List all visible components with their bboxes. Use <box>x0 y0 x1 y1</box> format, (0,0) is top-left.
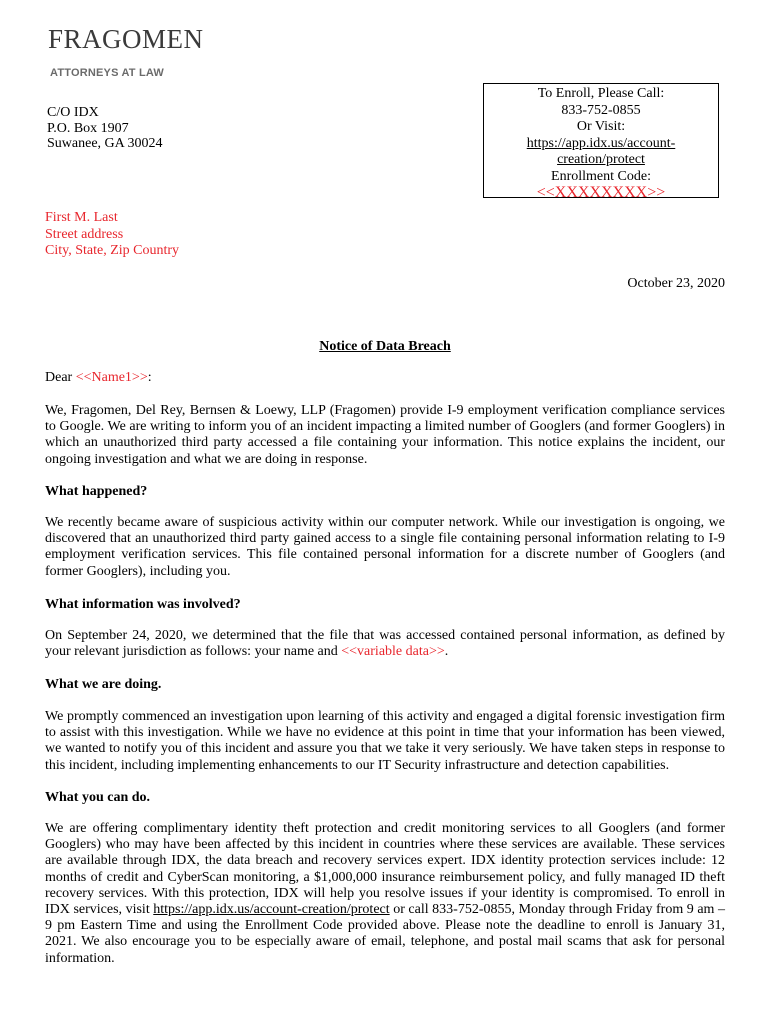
paragraph-what-you-can-do <box>45 821 725 967</box>
enroll-call-label: To Enroll, Please Call: <box>537 86 665 101</box>
what-information-text: On September 24, 2020, we determined that the file that was accessed contained personal information, as defined by your relevant jurisdiction as follows: your name and <box>45 628 725 660</box>
fragomen-logo <box>48 26 204 53</box>
heading-what-happened: What happened? <box>45 484 148 499</box>
letter-date: October 23, 2020 <box>627 276 725 291</box>
variable-data: <<variable data>> <box>341 644 445 660</box>
what-you-can-do-text: We are offering complimentary identity theft protection and credit monitoring services to all Googlers (and former Googlers) who may have been affected by this incident in countries where these services are available. These services are available through IDX, the data breach and recovery services expert. IDX identity protection services include: 12 months of credit and CyberScan monitoring, a $1,000,000 insurance reimbursement policy, and fully managed ID theft recovery services. With this protection, IDX will help you resolve issues if your identity is compromised. To enroll in IDX services, visit <box>45 821 725 918</box>
recipient-street: Street address <box>45 226 124 242</box>
what-information-end: . <box>444 644 449 660</box>
enroll-url-line1[interactable]: https://app.idx.us/account- <box>526 135 676 151</box>
heading-what-we-are-doing: What we are doing. <box>45 677 162 692</box>
paragraph-what-information <box>45 628 725 660</box>
heading-what-information: What information was involved? <box>45 597 241 612</box>
paragraph-what-we-are-doing: We promptly commenced an investigation upon learning of this activity and engaged a digital forensic investigation firm to assist with this investigation. While we have no evidence at this point in time that your information has been viewed, we wanted to notify you of this incident and assure you that we take it very seriously. We have taken steps in response to this incident, including implementing enhancements to our IT Security infrastructure and detection capabilities. <box>45 709 725 773</box>
salutation-name-variable: <<Name1>> <box>75 370 148 385</box>
return-address <box>47 105 163 152</box>
recipient-name: First M. Last <box>45 210 118 225</box>
enroll-code-label: Enrollment Code: <box>551 168 651 184</box>
return-address-line1: C/O IDX <box>47 105 99 120</box>
what-you-can-do-end: or call 833-752-0855, Monday through Friday from 9 am – 9 pm Eastern Time and using the Enrollment Code provided above. Please note the deadline to enroll is January 31, 2021. We also encourage you to be especially aware of email, telephone, and postal mail scams that ask for personal information. <box>45 902 725 966</box>
logo-tagline: ATTORNEYS AT LAW <box>50 67 165 79</box>
heading-what-you-can-do: What you can do. <box>45 790 151 805</box>
enroll-code-value: <<XXXXXXXX>> <box>536 184 666 201</box>
recipient-address <box>45 210 179 260</box>
recipient-city: City, State, Zip Country <box>45 243 180 258</box>
return-address-line3: Suwanee, GA 30024 <box>47 136 163 151</box>
enroll-visit-label: Or Visit: <box>576 119 626 134</box>
salutation-prefix: Dear <box>45 370 76 385</box>
enroll-url-line2[interactable]: creation/protect <box>557 152 645 167</box>
enrollment-box <box>483 83 719 201</box>
intro-paragraph: We, Fragomen, Del Rey, Bernsen & Loewy, LLP (Fragomen) provide I-9 employment verification compliance services to Google. We are writing to inform you of an incident impacting a limited number of Googlers (and former Googlers) in which an unauthorized third party accessed a file containing your information. This notice explains the incident, our ongoing investigation and what we are doing in response. <box>45 403 725 467</box>
enroll-phone: 833-752-0855 <box>561 102 641 118</box>
letter-title: Notice of Data Breach <box>319 339 451 354</box>
enrollment-link[interactable]: https://app.idx.us/account-creation/protect <box>153 902 390 918</box>
return-address-line2: P.O. Box 1907 <box>47 120 129 136</box>
logo-text: FRAGOMEN <box>48 24 204 54</box>
salutation <box>45 370 725 386</box>
paragraph-what-happened: We recently became aware of suspicious activity within our computer network. While our investigation is ongoing, we discovered that an unauthorized third party gained access to a single file containing personal information relating to I-9 employment verification services. This file contained personal information for a discrete number of Googlers (and former Googlers), including you. <box>45 515 725 579</box>
salutation-suffix: : <box>147 370 152 385</box>
